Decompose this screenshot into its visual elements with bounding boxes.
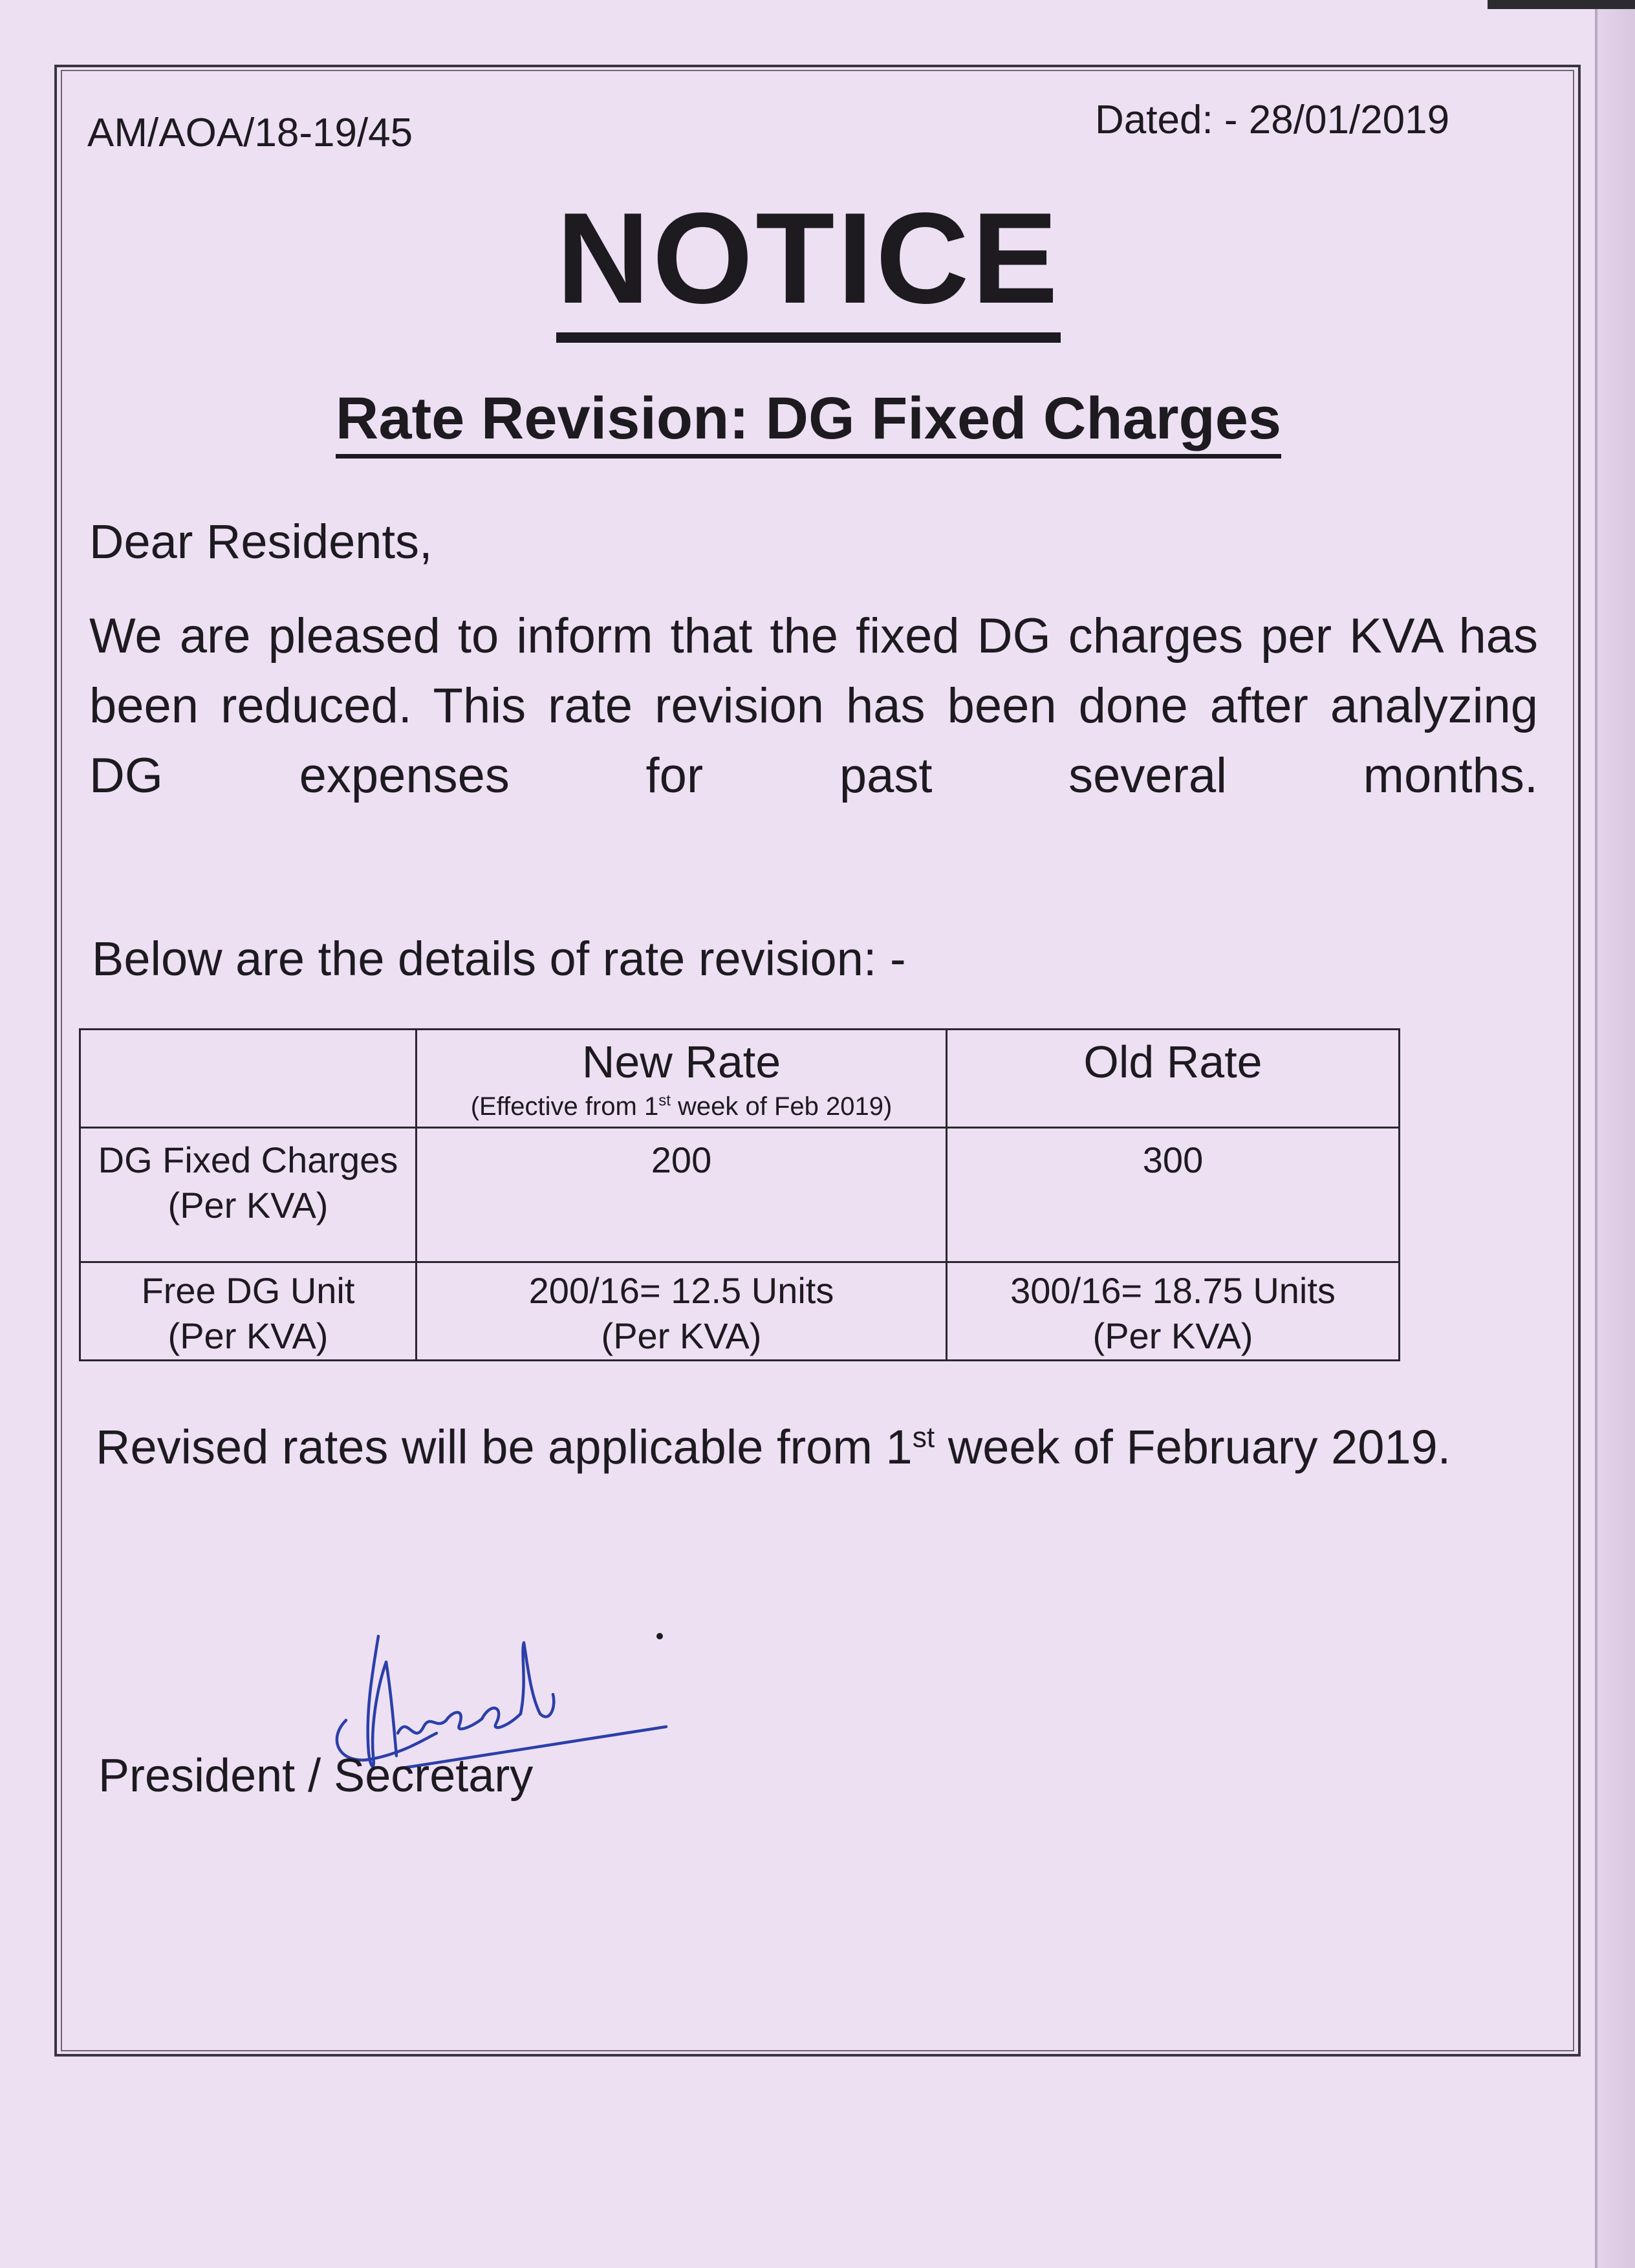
- reference-number: AM/AOA/18-19/45: [87, 111, 413, 155]
- table-header-new-rate: [417, 1030, 947, 1128]
- applicable-statement: [96, 1420, 1451, 1474]
- new-rate-value: 200/16= 12.5 Units: [528, 1270, 834, 1311]
- old-rate-value: 300: [1142, 1139, 1204, 1180]
- signatory: President / Secretary: [98, 1750, 534, 1802]
- new-rate-label: New Rate: [581, 1037, 781, 1087]
- details-intro: Below are the details of rate revision: -: [92, 932, 906, 986]
- row-label: [80, 1128, 417, 1262]
- scan-edge: [1595, 0, 1635, 2268]
- row-label: [80, 1262, 417, 1361]
- scan-top-band: [1488, 0, 1635, 9]
- applicable-text-end: week of February 2019.: [935, 1420, 1451, 1474]
- effective-note-text: (Effective from 1: [470, 1092, 659, 1121]
- subtitle: Rate Revision: DG Fixed Charges: [336, 385, 1281, 459]
- effective-note-ordinal: st: [658, 1092, 671, 1110]
- new-rate-value: 200: [651, 1139, 712, 1180]
- applicable-text: Revised rates will be applicable from 1: [96, 1420, 913, 1474]
- table-header-blank: [80, 1030, 417, 1128]
- row-label-unit: (Per KVA): [168, 1315, 329, 1356]
- notice-heading: NOTICE: [556, 194, 1061, 343]
- new-rate-effective-note: [418, 1091, 945, 1122]
- body-paragraph: We are pleased to inform that the fixed DG charges per KVA has been reduced. This rate revision has been done after analyzing DG expenses for past several months.: [89, 609, 1538, 803]
- old-rate-cell: [947, 1262, 1400, 1361]
- new-rate-cell: [417, 1262, 947, 1361]
- old-rate-unit: (Per KVA): [1092, 1315, 1253, 1356]
- subtitle-wrap: [0, 385, 1597, 459]
- applicable-ordinal: st: [912, 1421, 935, 1454]
- effective-note-text-end: week of Feb 2019): [670, 1092, 893, 1121]
- row-label-unit: (Per KVA): [168, 1185, 329, 1226]
- new-rate-cell: [417, 1128, 947, 1262]
- table-row: [80, 1128, 1400, 1262]
- rate-table: [79, 1028, 1400, 1361]
- new-rate-unit: (Per KVA): [601, 1315, 762, 1356]
- table-header-old-rate: [947, 1030, 1400, 1128]
- old-rate-cell: [947, 1128, 1400, 1262]
- notice-heading-wrap: [0, 186, 1597, 343]
- date-line: Dated: - 28/01/2019: [1095, 98, 1450, 142]
- row-label-line: DG Fixed Charges: [98, 1139, 398, 1180]
- old-rate-value: 300/16= 18.75 Units: [1010, 1270, 1336, 1311]
- table-header-row: [80, 1030, 1400, 1128]
- greeting: Dear Residents,: [89, 515, 433, 568]
- old-rate-label: Old Rate: [1083, 1037, 1262, 1087]
- table-row: [80, 1262, 1400, 1361]
- row-label-line: Free DG Unit: [141, 1270, 355, 1311]
